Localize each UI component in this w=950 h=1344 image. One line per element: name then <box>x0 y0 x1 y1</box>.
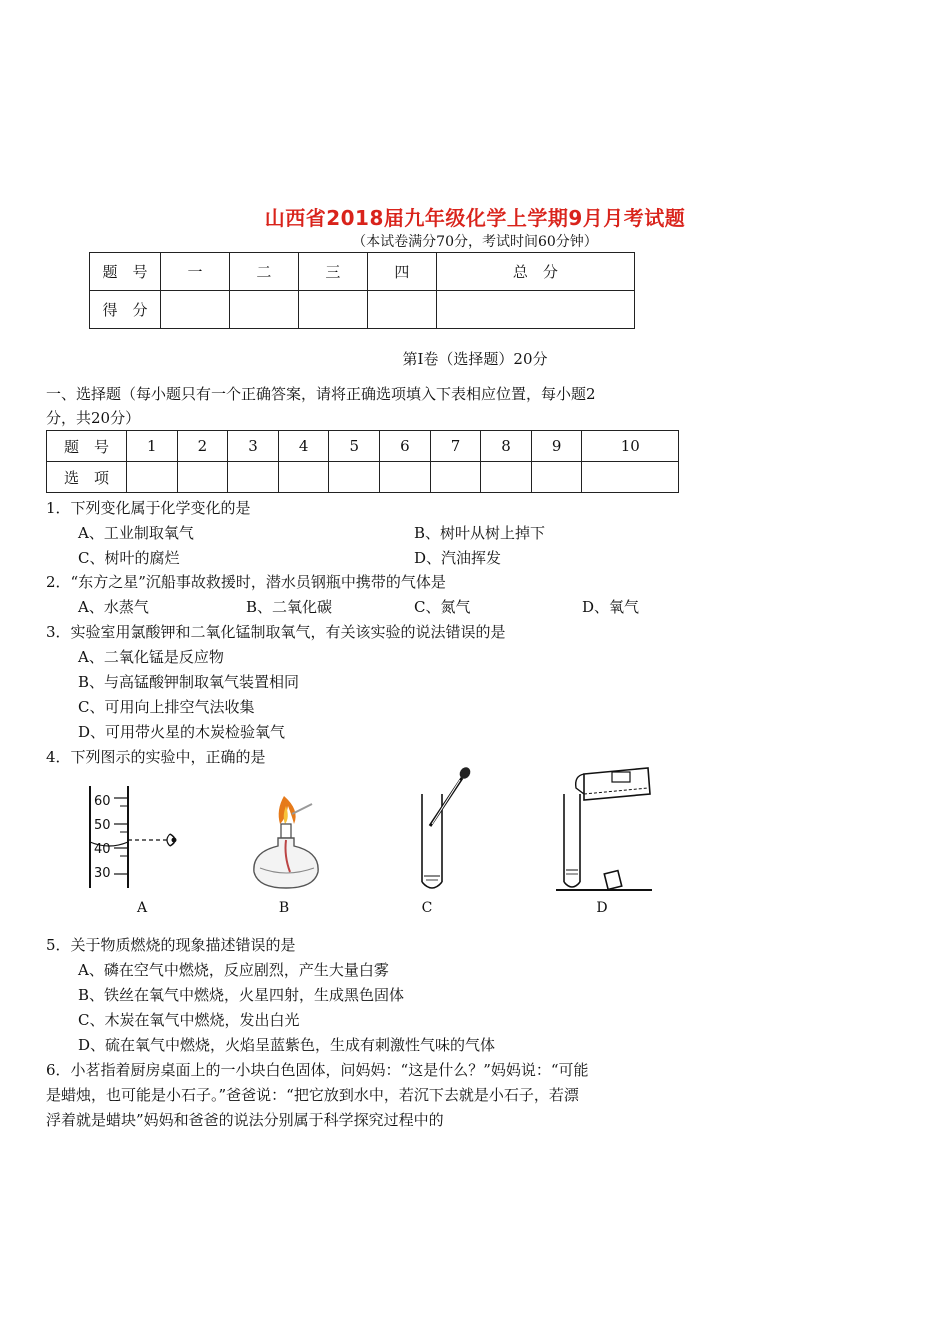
q3-option-c: C、可用向上排空气法收集 <box>78 698 255 716</box>
q5-option-b: B、铁丝在氧气中燃烧，火星四射，生成黑色固体 <box>78 986 405 1004</box>
tick-label: 40 <box>94 842 111 857</box>
figure-c-label: C <box>421 900 433 916</box>
question-1-stem: 1．下列变化属于化学变化的是 <box>46 499 251 517</box>
score-table-header-row <box>90 253 635 291</box>
answer-input-cell[interactable] <box>278 462 329 493</box>
answer-input-cell[interactable] <box>481 462 532 493</box>
figure-c-test-tube-dropper <box>408 764 478 896</box>
score-cell: 一 <box>161 253 230 291</box>
tick-label: 50 <box>94 818 111 833</box>
answer-cell: 4 <box>278 431 329 462</box>
score-input-cell[interactable] <box>161 291 230 329</box>
q2-option-c: C、氮气 <box>414 598 471 616</box>
answer-input-cell[interactable] <box>582 462 679 493</box>
figure-a-label: A <box>136 900 148 916</box>
answer-cell: 选 项 <box>47 462 127 493</box>
answer-cell: 8 <box>481 431 532 462</box>
score-cell: 得 分 <box>90 291 161 329</box>
question-6-stem-cont: 浮着就是蜡块”妈妈和爸爸的说法分别属于科学探究过程中的 <box>46 1111 444 1129</box>
answer-table <box>46 430 679 493</box>
q1-option-a: A、工业制取氧气 <box>78 524 194 542</box>
figure-b-label: B <box>278 900 290 916</box>
q1-option-d: D、汽油挥发 <box>414 549 502 567</box>
score-cell: 三 <box>298 253 367 291</box>
score-cell: 二 <box>229 253 298 291</box>
question-6-stem: 6．小茗指着厨房桌面上的一小块白色固体，问妈妈：“这是什么？”妈妈说：“可能 <box>46 1061 589 1079</box>
q2-option-b: B、二氧化碳 <box>246 598 333 616</box>
answer-input-cell[interactable] <box>380 462 431 493</box>
document-subtitle: （本试卷满分70分，考试时间60分钟） <box>352 234 598 250</box>
answer-input-cell[interactable] <box>531 462 582 493</box>
q5-option-d: D、硫在氧气中燃烧，火焰呈蓝紫色，生成有刺激性气味的气体 <box>78 1036 496 1054</box>
question-4-stem: 4．下列图示的实验中，正确的是 <box>46 748 266 766</box>
section-title: 第Ⅰ卷（选择题）20分 <box>402 350 548 368</box>
answer-cell: 7 <box>430 431 481 462</box>
tick-label: 60 <box>94 794 111 809</box>
answer-cell: 题 号 <box>47 431 127 462</box>
document-title: 山西省2018届九年级化学上学期9月月考试题 <box>264 206 686 230</box>
answer-input-cell[interactable] <box>430 462 481 493</box>
score-cell: 四 <box>367 253 436 291</box>
q5-option-a: A、磷在空气中燃烧，反应剧烈，产生大量白雾 <box>78 961 389 979</box>
tick-label: 30 <box>94 866 111 881</box>
answer-table-choice-row <box>47 462 679 493</box>
question-5-stem: 5．关于物质燃烧的现象描述错误的是 <box>46 936 296 954</box>
score-cell: 题 号 <box>90 253 161 291</box>
q3-option-d: D、可用带火星的木炭检验氧气 <box>78 723 286 741</box>
score-input-cell[interactable] <box>298 291 367 329</box>
q2-option-d: D、氧气 <box>582 598 640 616</box>
question-6-stem-cont: 是蜡烛，也可能是小石子。”爸爸说：“把它放到水中，若沉下去就是小石子，若漂 <box>46 1086 579 1104</box>
answer-cell: 6 <box>380 431 431 462</box>
question-2-stem: 2．“东方之星”沉船事故救援时，潜水员钢瓶中携带的气体是 <box>46 573 446 591</box>
answer-cell: 2 <box>177 431 228 462</box>
answer-cell: 3 <box>228 431 279 462</box>
q1-option-c: C、树叶的腐烂 <box>78 549 180 567</box>
question-3-stem: 3．实验室用氯酸钾和二氧化锰制取氧气，有关该实验的说法错误的是 <box>46 623 506 641</box>
score-table-score-row <box>90 291 635 329</box>
score-input-cell[interactable] <box>367 291 436 329</box>
answer-cell: 9 <box>531 431 582 462</box>
figure-b-alcohol-lamp <box>248 790 326 894</box>
answer-input-cell[interactable] <box>329 462 380 493</box>
q2-option-a: A、水蒸气 <box>78 598 149 616</box>
q3-option-b: B、与高锰酸钾制取氧气装置相同 <box>78 673 300 691</box>
answer-input-cell[interactable] <box>228 462 279 493</box>
q3-option-a: A、二氧化锰是反应物 <box>78 648 224 666</box>
part1-heading: 一、选择题（每小题只有一个正确答案，请将正确选项填入下表相应位置，每小题2 <box>46 385 596 403</box>
answer-table-number-row <box>47 431 679 462</box>
answer-cell: 5 <box>329 431 380 462</box>
answer-input-cell[interactable] <box>127 462 178 493</box>
score-input-cell[interactable] <box>436 291 634 329</box>
score-cell: 总 分 <box>436 253 634 291</box>
answer-cell: 10 <box>582 431 679 462</box>
figure-d-pouring-liquid <box>556 764 656 896</box>
part1-heading-cont: 分，共20分） <box>46 409 141 427</box>
answer-cell: 1 <box>127 431 178 462</box>
q5-option-c: C、木炭在氧气中燃烧，发出白光 <box>78 1011 300 1029</box>
score-input-cell[interactable] <box>229 291 298 329</box>
answer-input-cell[interactable] <box>177 462 228 493</box>
score-table <box>89 252 635 329</box>
q1-option-b: B、树叶从树上掉下 <box>414 524 546 542</box>
figure-d-label: D <box>596 900 608 916</box>
